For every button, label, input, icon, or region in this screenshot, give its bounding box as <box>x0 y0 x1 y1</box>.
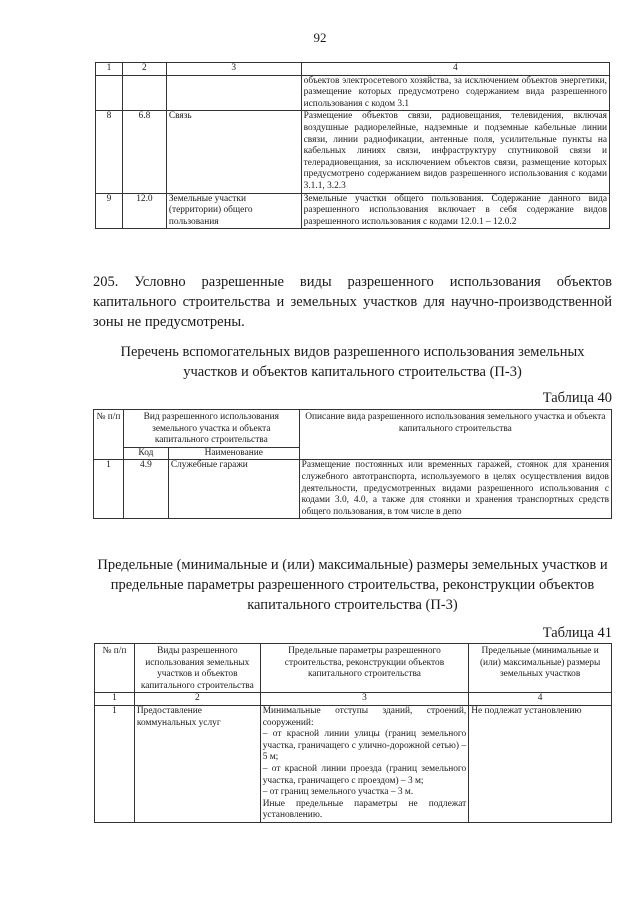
table-40 <box>93 409 612 519</box>
table-header-row <box>96 63 610 76</box>
continuation-table <box>95 62 610 229</box>
heading-auxiliary-uses: Перечень вспомогательных видов разрешенного использования земельных участков и объектов капитального строительства (П-3) <box>120 344 585 380</box>
table-row <box>94 460 612 519</box>
row-code: 12.0 <box>122 193 166 229</box>
table-41-caption: Таблица 41 <box>542 625 612 641</box>
header-plot-sizes: Предельные (минимальные и (или) максимальные) размеры земельных участков <box>469 644 612 693</box>
header-description: Описание вида разрешенного использования земельного участка и объекта капитального строительства <box>299 410 611 460</box>
row-name: Служебные гаражи <box>168 460 299 519</box>
table-numbering-row <box>95 693 612 706</box>
row-description: Земельные участки общего пользования. Содержание данного вида разрешенного использования включает в себя содержание видов разрешенного использования с кодами 12.0.1 – 12.0.2 <box>301 193 609 229</box>
table-row <box>96 111 610 193</box>
header-code: Код <box>123 447 168 460</box>
table-41 <box>94 643 612 823</box>
row-code: 4.9 <box>123 460 168 519</box>
row-description: объектов электросетевого хозяйства, за исключением объектов энергетики, размещение которых предусмотрено содержанием вида разрешенного использования с кодом 3.1 <box>301 75 609 111</box>
row-name: Земельные участки (территории) общего пользования <box>166 193 301 229</box>
table-row <box>96 193 610 229</box>
header-use-kind: Виды разрешенного использования земельных участков и объектов капитального строительства <box>134 644 260 693</box>
header-parameters: Предельные параметры разрешенного строительства, реконструкции объектов капитального строительства <box>260 644 469 693</box>
row-number <box>96 75 123 111</box>
row-description: Размещение постоянных или временных гаражей, стоянок для хранения служебного автотранспорта, используемого в целях осуществления видов деятельности, предусмотренных видами разрешенного использования с кодами 3.0, 4.0, а также для стоянки и хранения транспортных средств общего пользования, в том числе в депо <box>299 460 611 519</box>
col-number-4: 4 <box>301 63 609 76</box>
header-number: № п/п <box>94 410 124 460</box>
col-number-3: 3 <box>260 693 469 706</box>
heading-limits: Предельные (минимальные и (или) максимальные) размеры земельных участков и предельные параметры разрешенного строительства, реконструкции объектов капитального строительства (П-3) <box>97 557 608 613</box>
col-number-4: 4 <box>469 693 612 706</box>
row-description: Размещение объектов связи, радиовещания, телевидения, включая воздушные радиорелейные, надземные и подземные кабельные линии связи, линии радиофикации, антенные поля, усилительные пункты на кабельных линиях связи, инфраструктуру спутниковой связи и телерадиовещания, за исключением объектов связи, размещение которых предусмотрено содержанием видов разрешенного использования с кодами 3.1.1, 3.2.3 <box>301 111 609 193</box>
row-use-kind: Предоставление коммунальных услуг <box>134 705 260 822</box>
col-number-2: 2 <box>134 693 260 706</box>
header-number: № п/п <box>95 644 135 693</box>
header-name: Наименование <box>168 447 299 460</box>
row-number: 1 <box>94 460 124 519</box>
col-number-3: 3 <box>166 63 301 76</box>
table-40-caption: Таблица 40 <box>542 390 612 406</box>
page-number: 92 <box>313 30 327 45</box>
col-number-1: 1 <box>95 693 135 706</box>
row-code <box>122 75 166 111</box>
row-name <box>166 75 301 111</box>
table-header-row <box>95 644 612 693</box>
row-plot-sizes: Не подлежат установлению <box>469 705 612 822</box>
table-row <box>95 705 612 822</box>
col-number-2: 2 <box>122 63 166 76</box>
col-number-1: 1 <box>96 63 123 76</box>
row-parameters: Минимальные отступы зданий, строений, сооружений: – от красной линии улицы (границ земельного участка, граничащего с улично-дорожной сетью) – 5 м; – от красной линии проезда (границ земельного участка, граничащего с проездом) – 3 м; – от границ земельного участка – 3 м. Иные предельные параметры не подлежат установлению. <box>260 705 469 822</box>
table-header-row <box>94 410 612 448</box>
table-row <box>96 75 610 111</box>
paragraph-205: 205. Условно разрешенные виды разрешенного использования объектов капитального строительства и земельных участков для научно-производственной зоны не предусмотрены. <box>93 274 612 330</box>
row-number: 8 <box>96 111 123 193</box>
row-code: 6.8 <box>122 111 166 193</box>
header-use-kind: Вид разрешенного использования земельного участка и объекта капитального строительства <box>123 410 299 448</box>
row-name: Связь <box>166 111 301 193</box>
row-number: 9 <box>96 193 123 229</box>
row-number: 1 <box>95 705 135 822</box>
